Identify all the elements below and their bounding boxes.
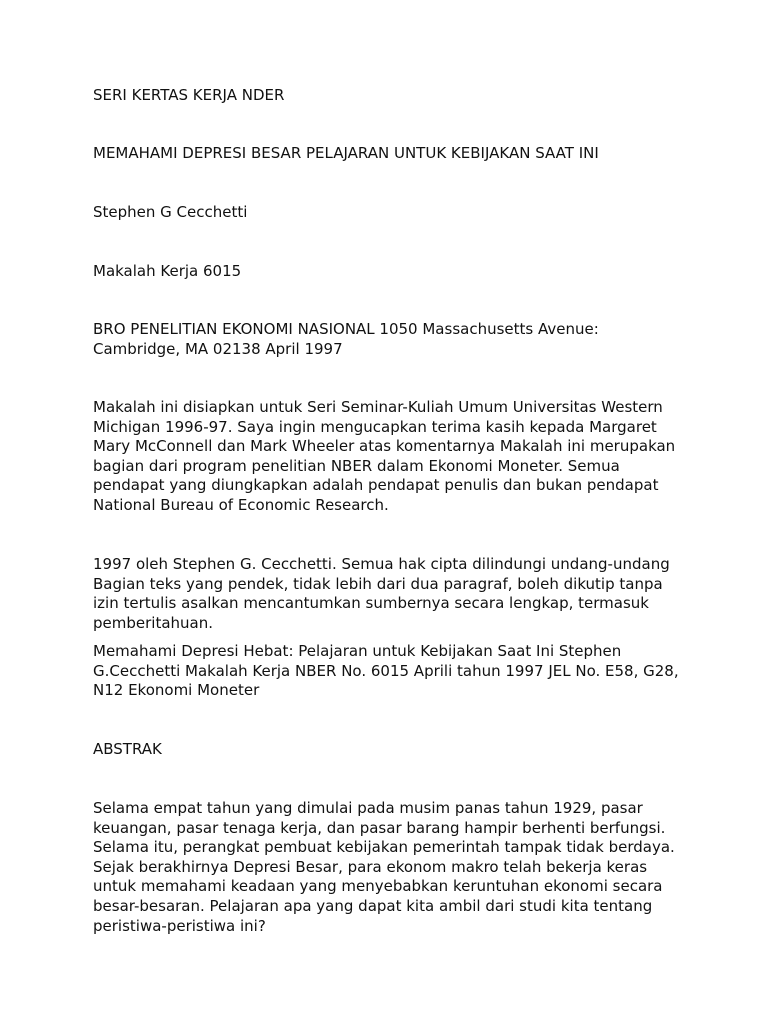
paper-title: MEMAHAMI DEPRESI BESAR PELAJARAN UNTUK KEBIJAKAN SAAT INI <box>93 144 599 162</box>
series-heading: SERI KERTAS KERJA NDER <box>93 86 285 104</box>
paper-number: Makalah Kerja 6015 <box>93 262 242 280</box>
bureau-address: BRO PENELITIAN EKONOMI NASIONAL 1050 Massachusetts Avenue: Cambridge, MA 02138 April 1997 <box>93 320 599 358</box>
abstract-paragraph: Selama empat tahun yang dimulai pada musim panas tahun 1929, pasar keuangan, pasar tenaga kerja, dan pasar barang hampir berhenti berfungsi. Selama itu, perangkat pembuat kebijakan pemerintah tampak tidak berdaya. Sejak berakhirnya Depresi Besar, para ekonom makro telah bekerja keras untuk memahami keadaan yang menyebabkan keruntuhan ekonomi secara besar-besaran. Pelajaran apa yang dapat kita ambil dari studi kita tentang peristiwa-peristiwa ini? <box>93 799 675 935</box>
abstract-heading: ABSTRAK <box>93 740 162 758</box>
copyright-notice: 1997 oleh Stephen G. Cecchetti. Semua hak cipta dilindungi undang-undang Bagian teks yang pendek, tidak lebih dari dua paragraf, boleh dikutip tanpa izin tertulis asalkan mencantumkan sumbernya secara lengkap, termasuk pemberitahuan. <box>93 555 670 632</box>
author-name: Stephen G Cecchetti <box>93 203 248 221</box>
citation-paragraph: Memahami Depresi Hebat: Pelajaran untuk Kebijakan Saat Ini Stephen G.Cecchetti Makalah Kerja NBER No. 6015 Aprili tahun 1997 JEL No. E58, G28, N12 Ekonomi Moneter <box>93 642 679 700</box>
acknowledgement-paragraph: Makalah ini disiapkan untuk Seri Seminar-Kuliah Umum Universitas Western Michigan 1996-97. Saya ingin mengucapkan terima kasih kepada Margaret Mary McConnell dan Mark Wheeler atas komentarnya Makalah ini merupakan bagian dari program penelitian NBER dalam Ekonomi Moneter. Semua pendapat yang diungkapkan adalah pendapat penulis dan bukan pendapat National Bureau of Economic Research. <box>93 398 676 514</box>
